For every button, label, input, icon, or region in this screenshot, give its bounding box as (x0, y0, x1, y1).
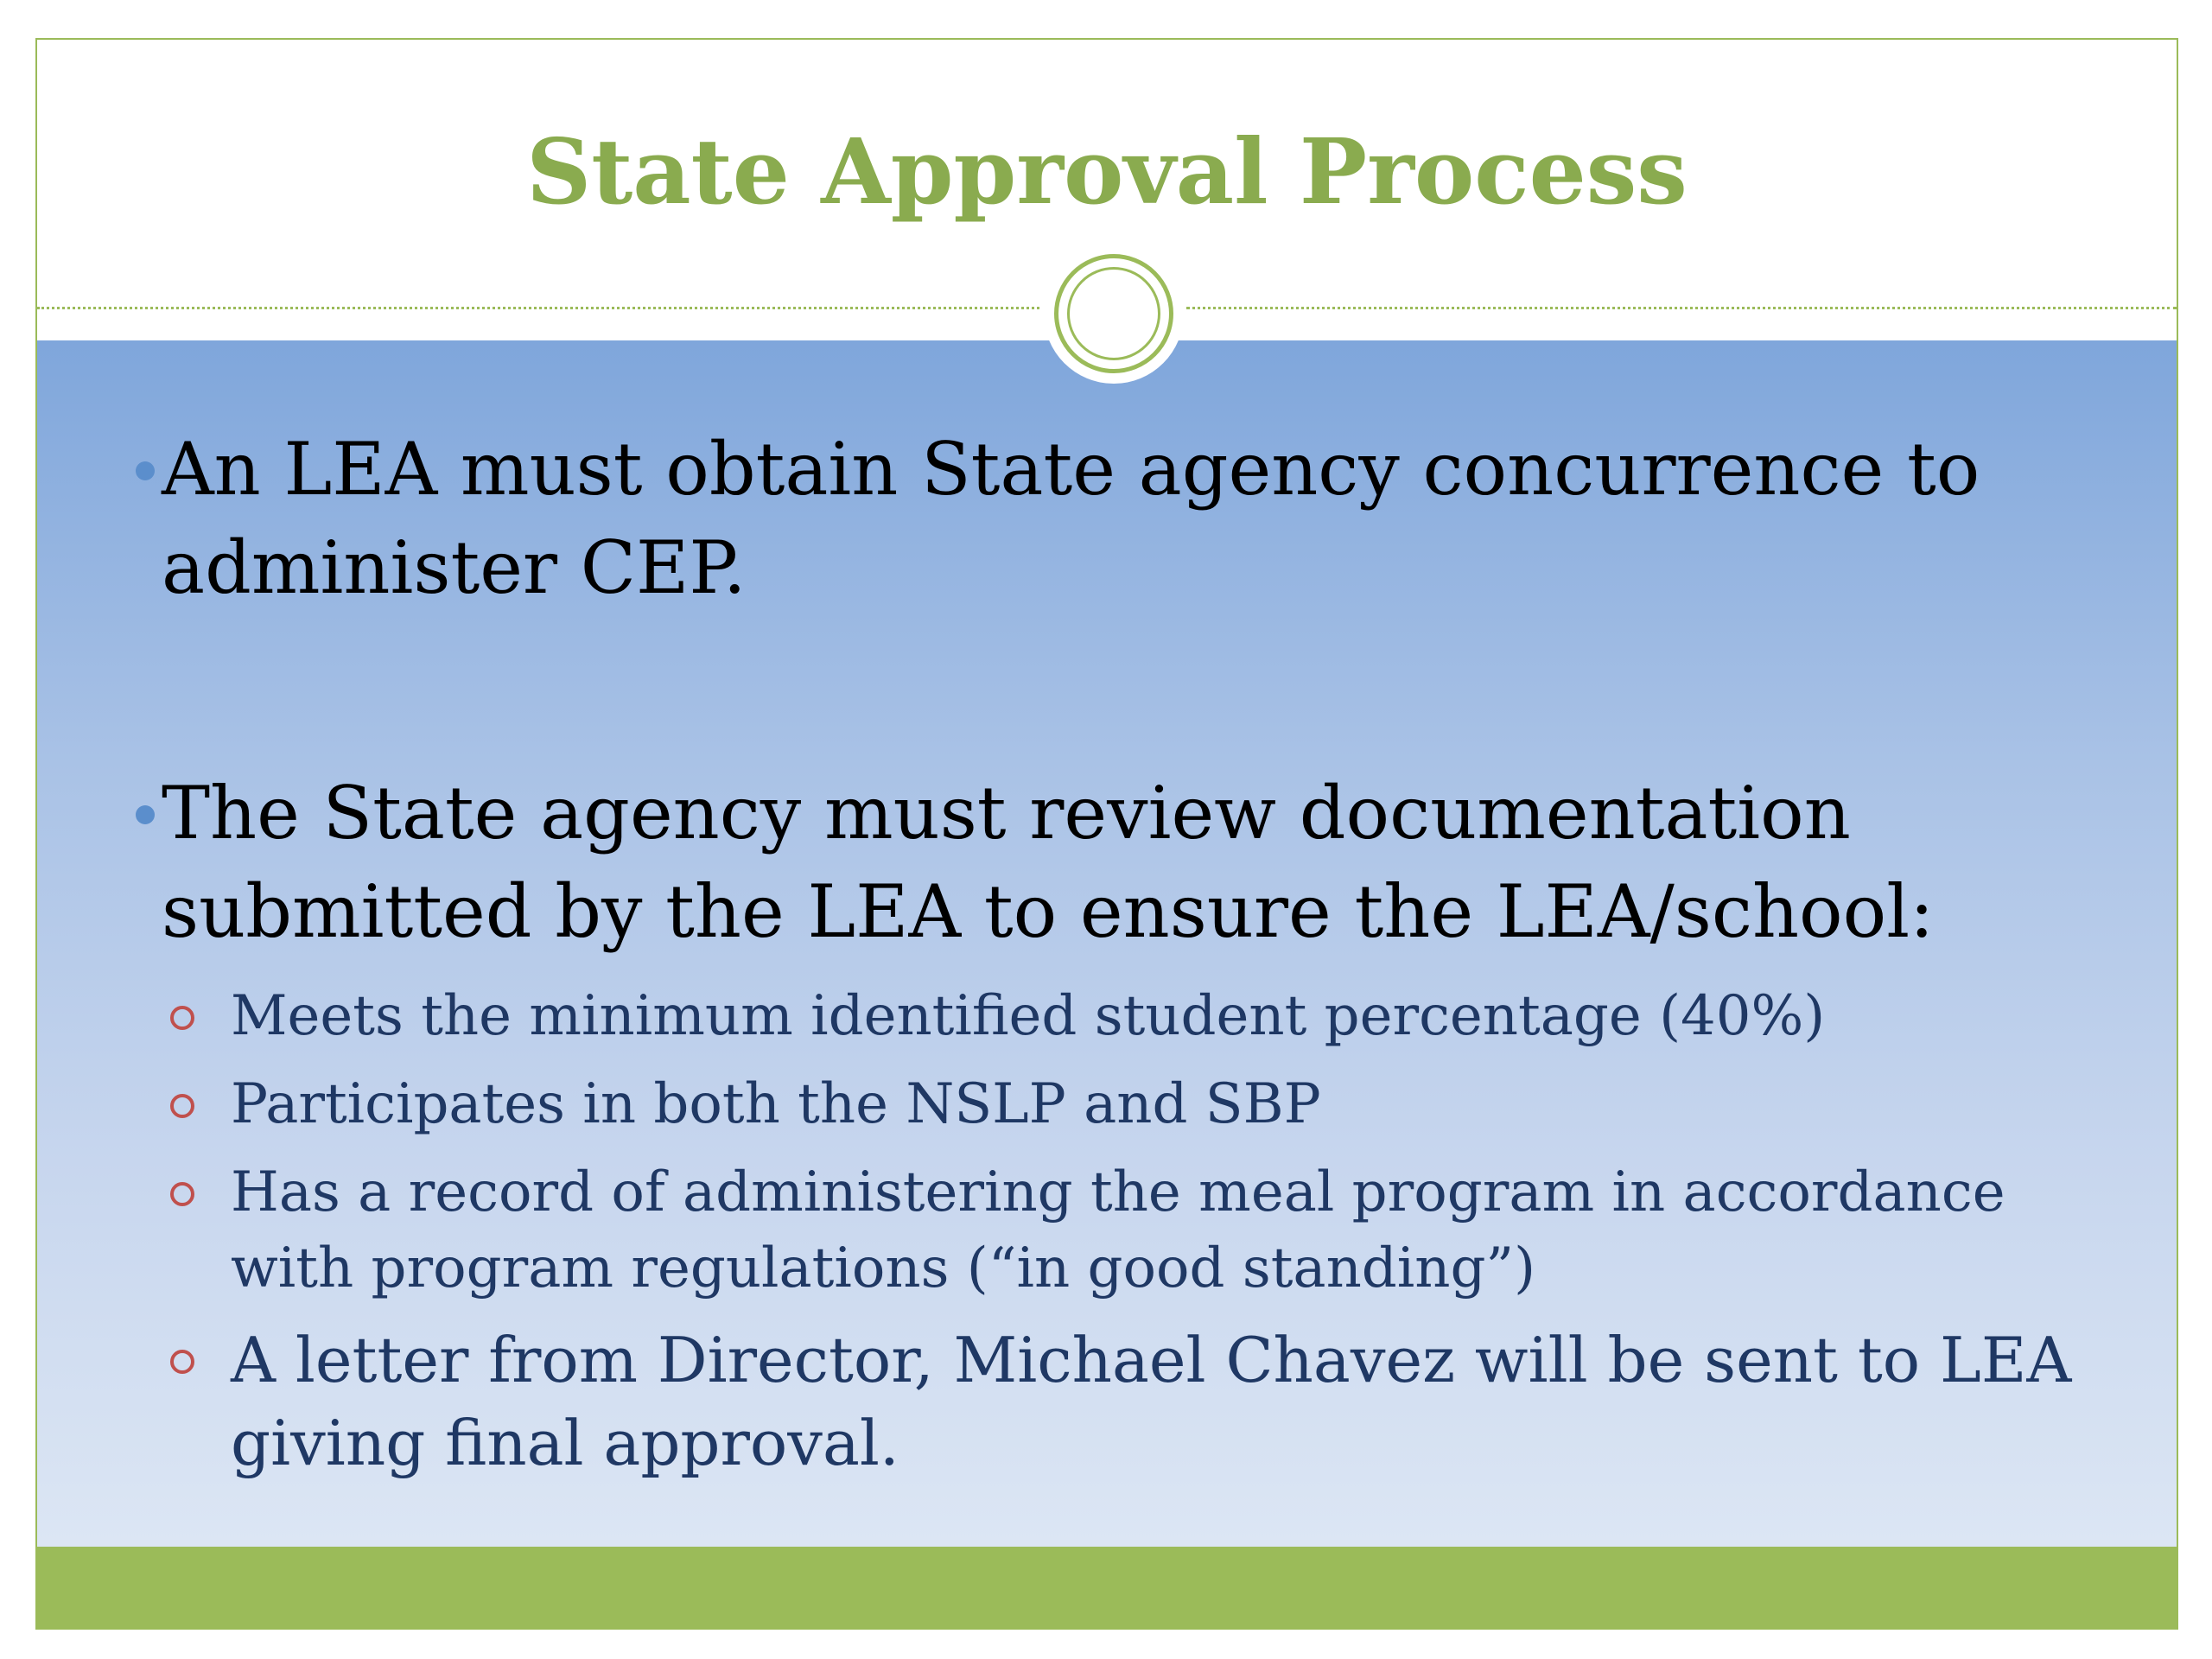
sub-bullet-text: Participates in both the NSLP and SBP (231, 1072, 1321, 1136)
hollow-circle-icon (170, 1094, 194, 1118)
divider-ring-inner (1067, 267, 1160, 360)
slide-title: State Approval Process (526, 118, 1688, 225)
title-divider-right (1186, 307, 2177, 309)
hollow-circle-icon (170, 1350, 194, 1374)
footer-bar (37, 1547, 2177, 1628)
title-divider-left (37, 307, 1039, 309)
bullet-dot-icon (136, 461, 155, 480)
divider-ring-ornament (1054, 254, 1173, 373)
sub-bullet-item (231, 978, 2132, 1054)
sub-bullet-item (231, 1319, 2132, 1484)
bullet-text: An LEA must obtain State agency concurrence to administer CEP. (162, 427, 1980, 610)
hollow-circle-icon (170, 1006, 194, 1030)
bullet-item (162, 764, 2106, 961)
hollow-circle-icon (170, 1182, 194, 1206)
slide (35, 38, 2178, 1630)
sub-bullet-item (231, 1066, 2132, 1142)
bullet-text: The State agency must review documentation submitted by the LEA to ensure the LEA/school: (162, 771, 1935, 954)
sub-bullet-text: A letter from Director, Michael Chavez will be sent to LEA giving final approval. (231, 1324, 2072, 1479)
bullet-item (162, 420, 2106, 617)
sub-bullet-text: Meets the minimum identified student percentage (40%) (231, 984, 1826, 1048)
sub-bullet-text: Has a record of administering the meal program in accordance with program regulations (“in good standing”) (231, 1160, 2005, 1300)
bullet-dot-icon (136, 805, 155, 824)
sub-bullet-item (231, 1154, 2132, 1306)
